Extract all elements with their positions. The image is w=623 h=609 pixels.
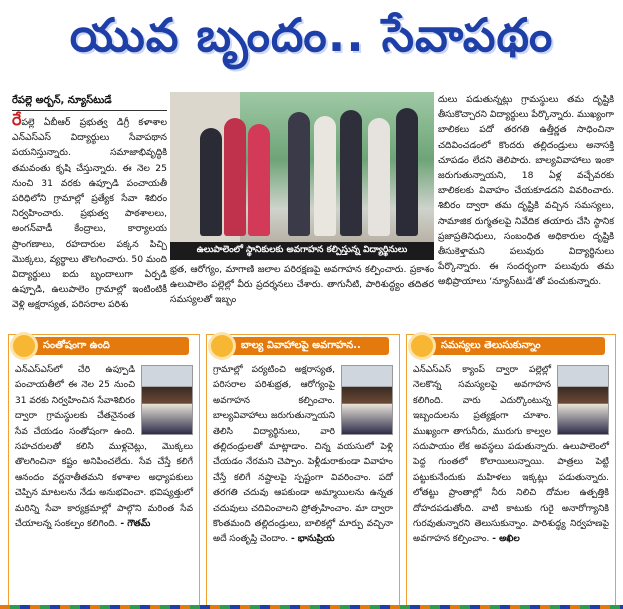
photo-person — [368, 118, 390, 236]
student-portrait — [557, 365, 609, 435]
dropcap: రే — [12, 110, 22, 129]
panel-header — [19, 337, 189, 355]
photo-person — [340, 110, 362, 236]
photo-person — [314, 116, 336, 236]
panel-body — [213, 363, 393, 601]
quote-panel — [206, 334, 400, 606]
panel-signature: - అఖిల — [492, 534, 520, 545]
photo-person — [248, 124, 270, 236]
panel-text: గ్రామాల్లో పర్యటించి అక్షరాస్యత, పరిసరాల పరిశుభ్రత, ఆరోగ్యంపై అవగాహన కల్పించాం. బాల్యవివాహాలు జరుగుతున్నాయని తెలిసి విద్యార్థినులు, వారి తల్లిదండ్రులతో మాట్లాడాం. చిన్న వయసులో పెళ్లి చేయడం నేరమని చెప్పాం. పెళ్లీడురాకుండా వివాహం చేస్తే కలిగే నష్టాలపై స్పష్టంగా వివరించాం. పదో తరగతి చదువు ఆపకుండా అమ్మాయిలను ఉన్నత చదువులు చదివించాలని ప్రోత్సహించాం. మా ద్వారా కొంతమంది తల్లిదండ్రులు, బాలికల్లో మార్పు వచ్చినా అదే సంతృప్తి చెందాం. — [213, 365, 393, 545]
panel-title: సంతోషంగా ఉంది — [43, 340, 110, 351]
panel-signature: - గౌతమ్‌ — [120, 519, 151, 530]
sparkle-icon — [13, 335, 35, 357]
quote-panel — [406, 334, 616, 606]
byline: రేపల్లె అర్బన్‌, న్యూస్‌టుడే — [12, 94, 167, 111]
decorative-footer-strip — [0, 605, 623, 609]
panel-header — [417, 337, 605, 355]
panel-title: బాల్య వివాహాలపై అవగాహన.. — [241, 340, 361, 351]
photo-person — [200, 128, 222, 236]
photo-caption: ఉలుపాలెంలో స్థానికులకు అవగాహన కల్పిస్తున్న విద్యార్థినులు — [170, 242, 434, 260]
panel-signature: - భానుప్రియ — [290, 534, 335, 545]
sparkle-icon — [211, 335, 233, 357]
student-portrait — [341, 365, 393, 435]
photo-person — [224, 118, 246, 236]
article-column-bottom: భ్రత, ఆరోగ్యం, మాగాణి జలాల పరిరక్షణపై అవగాహన కల్పించారు. ప్రకాశం ఉలుపాలెం పల్లెల్లో వీరు ప్రదర్శనలు చేశారు. తాగునీటి, పారిశుద్ధ్యం తదితర సమస్యలతో ఇబ్బం — [170, 264, 434, 306]
article-column-left — [12, 112, 167, 322]
headline: యువ బృందం.. సేవాపథం — [69, 8, 554, 62]
panel-header — [217, 337, 389, 355]
panel-title: సమస్యలు తెలుసుకున్నాం — [441, 340, 541, 351]
panel-body — [413, 363, 609, 601]
sparkle-icon — [411, 335, 433, 357]
panel-text: ఎన్‌ఎస్‌ఎస్‌ క్యాంప్‌ ద్వారా పల్లెల్లో నెలకొన్న సమస్యలపై అవగాహన కలిగింది. వారు ఎదుర్కొంటున్న ఇబ్బందులను ప్రత్యక్షంగా చూశాం. ముఖ్యంగా తాగునీరు, మురుగు కాల్వల సదుపాయం లేక అవస్థలు పడుతున్నారు. ఉలుపాలెంలో పెద్ద గుంతలో కొలాయిలున్నాయి. పాత్రలు పెట్టి పట్టుకునేందుకు మహిళలు ఇక్కట్లు పడుతున్నారు. లోతట్టు ప్రాంతాల్లో నీరు నిలిచి దోమల ఉత్పత్తికి దోహదపడుతోంది. వాటి కాటుకు గురై అనారోగ్యానికి గురవుతున్నారని తెలుసుకున్నాం. పారిశుద్ధ్య నిర్వహణపై అవగాహన కల్పించాం. — [413, 365, 609, 545]
headline-banner — [0, 0, 623, 82]
article-photo — [170, 92, 434, 242]
article-column-right: దులు పడుతున్నట్లు గ్రామస్థులు తమ దృష్టికి తీసుకొచ్చారని విద్యార్థులు పేర్కొన్నారు. ముఖ్యంగా బాలికలు పదో తరగతి ఉత్తీర్ణత సాధించినా చదివించడంలో కొందరు తల్లిదండ్రులు అనాసక్తి చూపడం లేదని తెలిపారు. బాల్యవివాహాలు ఇంకా జరుగుతున్నాయని, 18 ఏళ్ల వచ్చేవరకు బాలికలకు వివాహం చేయకూడదని వివరించారు. శిబిరం ద్వారా తమ దృష్టికి వచ్చిన సమస్యలు, సామాజిక రుగ్మతలపై నివేదిక తయారు చేసి స్థానిక ప్రజాప్రతినిధులు, సంబంధిత అధికారుల దృష్టికి తీసుకెళ్తామని పలువురు విద్యార్థినులు పేర్కొన్నారు. ఈ సందర్భంగా పలువురు తమ అభిప్రాయాలు ‘న్యూస్‌టుడే’తో పంచుకున్నారు. — [438, 94, 614, 288]
quote-panel — [8, 334, 200, 606]
panel-text: ఎన్‌ఎస్‌ఎస్‌లో చేరి ఉప్పూడి పంచాయతీలో ఈ నెల 25 నుంచి 31 వరకు నిర్వహించిన సేవాశిబిరం ద్వారా గ్రామస్థులకు చేతనైనంత సేవ చేయడం సంతోషంగా ఉంది. సహచరులతో కలిసి ముళ్లచెట్లు, మొక్కలు తొలగించినా కష్టం అనిపించలేదు. సేవ చేస్తే కలిగే ఆనందం వర్ణనాతీతమని కళాశాల అధ్యాపకులు చెప్పిన మాటలను నేడు అనుభవించా. భవిష్యత్తులో మరిన్ని సేవా కార్యక్రమాల్లో పాల్గొని మరింత సేవ చేయాలన్న సంకల్పం కలిగింది. — [15, 365, 193, 530]
photo-person — [288, 112, 310, 236]
photo-person — [396, 108, 418, 236]
student-portrait — [141, 365, 193, 435]
column-left-text: పల్లె ఏబీఆర్‌ ప్రభుత్వ డిగ్రీ కళాశాల ఎన్‌ఎస్‌ఎస్‌ విద్యార్థులు సేవాపథాన పయనిస్తున్నారు. సమాజాభివృద్ధికి తమవంతు కృషి చేస్తున్నారు. ఈ నెల 25 నుంచి 31 వరకు ఉప్పూడి పంచాయతీ పరిధిలోని గ్రామాల్లో ప్రత్యేక సేవా శిబిరం నిర్వహించారు. ప్రభుత్వ పాఠశాలలు, అంగన్‌వాడీ కేంద్రాలు, కార్యాలయ ప్రాంగణాలు, రహదారుల పక్కన పిచ్చి మొక్కలు, వ్యర్థాలు తొలగించారు. 50 మంది విద్యార్థులు ఐదు బృందాలుగా ఏర్పడి ఉప్పూడి, ఉలుపాలెం గ్రామాల్లో ఇంటింటికీ వెళ్లి అక్షరాస్యత, పరిసరాల పరిశు — [12, 117, 167, 311]
panel-body — [15, 363, 193, 601]
